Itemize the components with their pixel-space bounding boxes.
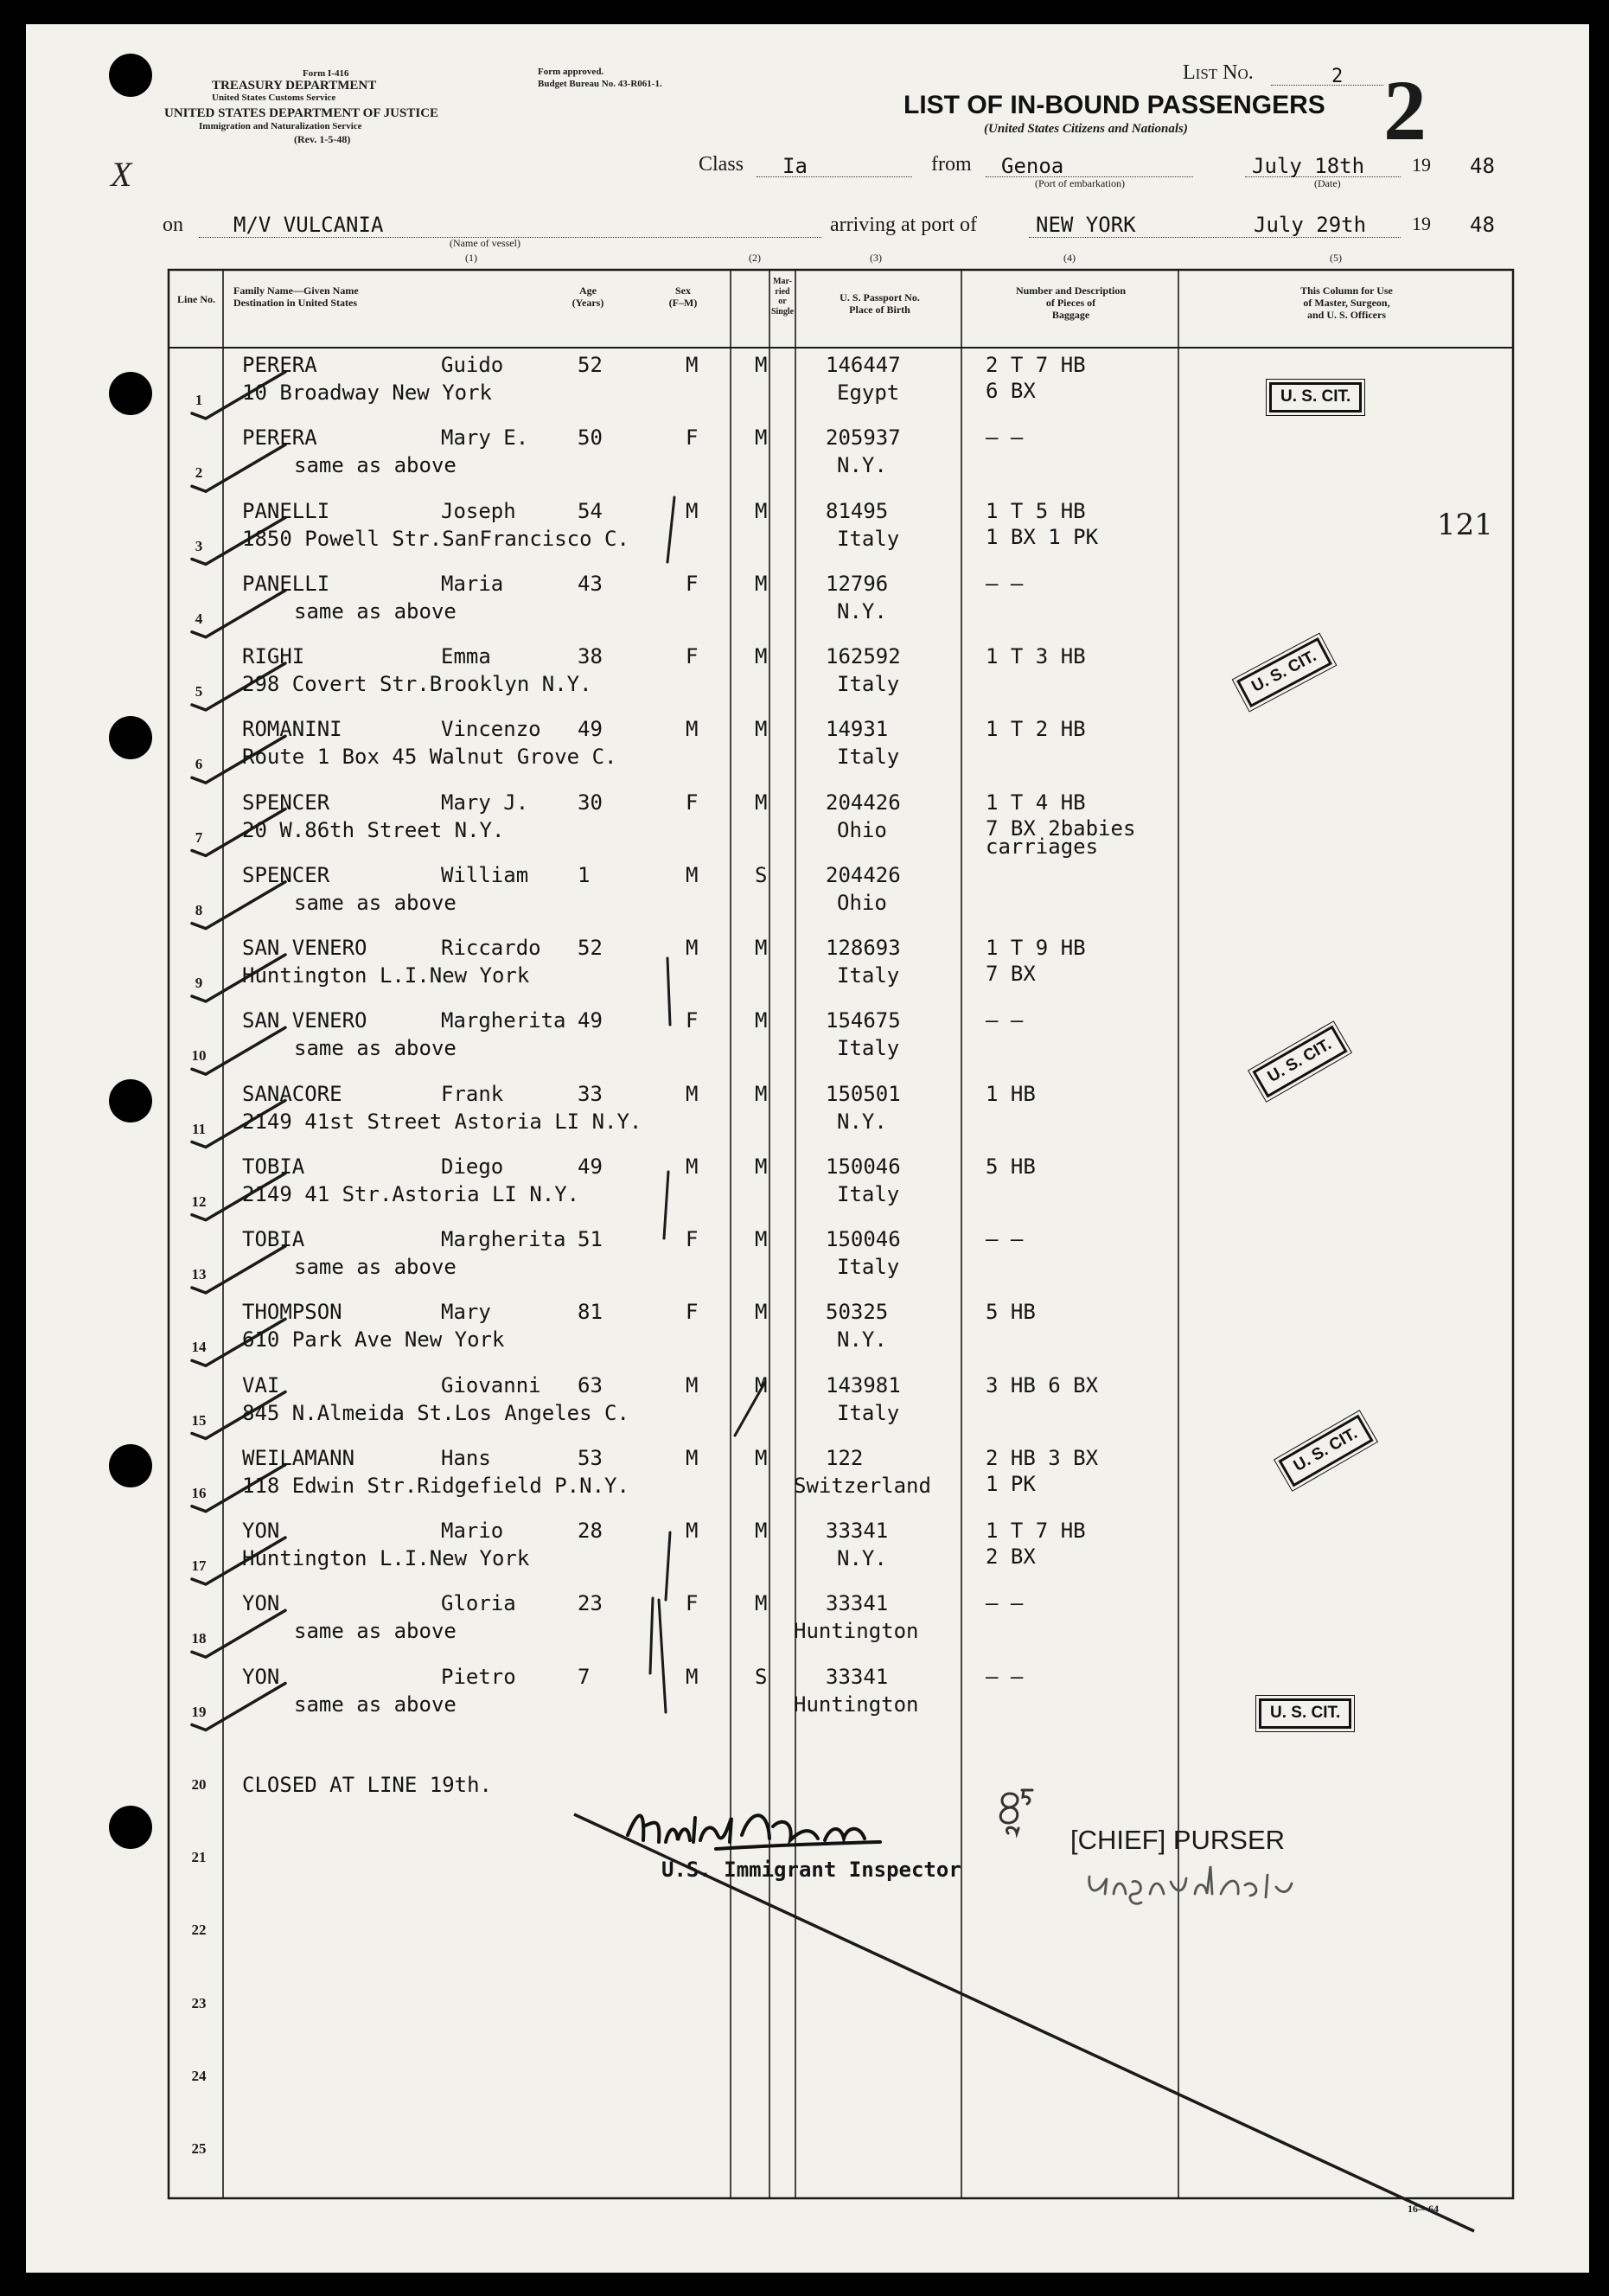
marital-status: S bbox=[755, 862, 768, 887]
age: 1 bbox=[578, 862, 591, 887]
time-note bbox=[994, 1781, 1046, 1842]
passport-number: 33341 bbox=[826, 1519, 889, 1543]
sex: F bbox=[686, 644, 699, 668]
place-of-birth: Italy bbox=[837, 1400, 900, 1425]
line-number: 9 bbox=[195, 975, 203, 991]
place-of-birth: Italy bbox=[837, 1036, 900, 1061]
arrival-port: NEW YORK bbox=[1036, 213, 1136, 237]
marital-status: M bbox=[755, 498, 768, 523]
given-name: Mary E. bbox=[441, 425, 529, 451]
marital-status: M bbox=[755, 717, 768, 742]
marital-status: M bbox=[755, 1372, 768, 1397]
arrival-date: July 29th bbox=[1254, 213, 1367, 237]
from-value: Genoa bbox=[1001, 154, 1064, 178]
sex: F bbox=[686, 1300, 699, 1325]
line-number: 2 bbox=[195, 464, 203, 482]
given-name: William bbox=[441, 862, 529, 887]
sex: F bbox=[686, 790, 699, 815]
class-label: Class bbox=[699, 153, 744, 176]
sex: M bbox=[686, 1519, 699, 1543]
age: 52 bbox=[578, 936, 603, 960]
treasury-department: TREASURY DEPARTMENT bbox=[212, 79, 377, 93]
family-name: PERERA bbox=[242, 353, 317, 377]
marital-status: M bbox=[755, 1081, 768, 1106]
baggage-line-1: 1 T 2 HB bbox=[986, 717, 1086, 742]
baggage-line-2: 7 BX 2babies carriages bbox=[986, 815, 1136, 860]
marital-status: M bbox=[755, 1445, 768, 1470]
arriving-label: arriving at port of bbox=[830, 214, 977, 236]
us-citizen-stamp: U. S. CIT. bbox=[1259, 1698, 1351, 1729]
line-number: 8 bbox=[195, 901, 203, 918]
given-name: Mary J. bbox=[441, 790, 529, 815]
place-of-birth: Huntington bbox=[794, 1619, 919, 1644]
form-subtitle: (United States Citizens and Nationals) bbox=[984, 122, 1188, 136]
baggage-line-1: 1 T 7 HB bbox=[986, 1519, 1086, 1543]
baggage-line-1: — — bbox=[986, 1664, 1024, 1689]
sex: M bbox=[686, 862, 699, 887]
arrival-year: 48 bbox=[1470, 213, 1495, 237]
baggage-line-1: 3 HB 6 BX bbox=[986, 1372, 1099, 1397]
age: 33 bbox=[578, 1081, 603, 1106]
revision: (Rev. 1-5-48) bbox=[294, 133, 351, 145]
col-caption-1: (1) bbox=[465, 252, 477, 264]
passport-number: 205937 bbox=[826, 425, 901, 451]
line-number: 13 bbox=[191, 1266, 207, 1282]
destination: Huntington L.I.New York bbox=[242, 963, 530, 988]
given-name: Guido bbox=[441, 353, 504, 377]
age: 49 bbox=[578, 1154, 603, 1179]
destination: same as above bbox=[294, 598, 457, 624]
from-label: from bbox=[931, 153, 972, 176]
list-no-value: 2 bbox=[1331, 66, 1344, 87]
passport-number: 150046 bbox=[826, 1154, 901, 1179]
age: 54 bbox=[578, 498, 603, 523]
age: 43 bbox=[578, 571, 603, 596]
given-name: Joseph bbox=[441, 498, 516, 523]
family-name: SPENCER bbox=[242, 790, 330, 815]
budget-bureau: Budget Bureau No. 43-R061-1. bbox=[538, 79, 662, 89]
sex: M bbox=[686, 1081, 699, 1106]
baggage-line-2: 7 BX bbox=[986, 962, 1036, 986]
destination: same as above bbox=[294, 1255, 457, 1279]
on-label: on bbox=[163, 214, 183, 236]
place-of-birth: N.Y. bbox=[837, 1109, 887, 1134]
passport-number: 33341 bbox=[826, 1664, 889, 1689]
line-number: 7 bbox=[195, 828, 203, 846]
line-number: 11 bbox=[191, 1120, 207, 1137]
destination: 118 Edwin Str.Ridgefield P.N.Y. bbox=[242, 1473, 629, 1498]
place-of-birth: Switzerland bbox=[794, 1473, 931, 1498]
given-name: Riccardo bbox=[441, 936, 541, 960]
destination: same as above bbox=[294, 453, 457, 478]
destination: 610 Park Ave New York bbox=[242, 1327, 505, 1353]
side-number: 121 bbox=[1437, 508, 1493, 542]
marital-status: M bbox=[755, 571, 768, 596]
sex: F bbox=[686, 571, 699, 596]
destination: 2149 41 Str.Astoria LI N.Y. bbox=[242, 1181, 580, 1206]
sex: M bbox=[686, 717, 699, 742]
us-citizen-stamp: U. S. CIT. bbox=[1236, 637, 1332, 707]
given-name: Hans bbox=[441, 1445, 491, 1470]
line-number: 19 bbox=[191, 1703, 207, 1720]
passport-number: 128693 bbox=[826, 936, 901, 960]
place-of-birth: Italy bbox=[837, 672, 900, 696]
big-list-number: 2 bbox=[1383, 62, 1427, 158]
immigrant-inspector-caption: U.S. Immigrant Inspector bbox=[661, 1858, 961, 1882]
destination: 298 Covert Str.Brooklyn N.Y. bbox=[242, 672, 592, 696]
family-name: WEILAMANN bbox=[242, 1445, 355, 1470]
form-number: Form I-416 bbox=[303, 68, 349, 79]
age: 38 bbox=[578, 644, 603, 668]
line-number: 6 bbox=[195, 756, 203, 773]
marital-status: M bbox=[755, 644, 768, 668]
baggage-line-2: 6 BX bbox=[986, 379, 1036, 403]
given-name: Frank bbox=[441, 1081, 504, 1106]
passport-number: 33341 bbox=[826, 1591, 889, 1616]
given-name: Margherita bbox=[441, 1227, 566, 1251]
sex: M bbox=[686, 936, 699, 960]
given-name: Diego bbox=[441, 1154, 504, 1179]
form-title: LIST OF IN-BOUND PASSENGERS bbox=[903, 91, 1325, 119]
destination: same as above bbox=[294, 1036, 457, 1061]
col-caption-5: (5) bbox=[1330, 252, 1342, 264]
passport-number: 154675 bbox=[826, 1008, 901, 1033]
chief-purser: [CHIEF] PURSER bbox=[1070, 1825, 1286, 1855]
date-caption: (Date) bbox=[1314, 177, 1341, 189]
ins-name: Immigration and Naturalization Service bbox=[199, 121, 362, 131]
age: 53 bbox=[578, 1445, 603, 1470]
line-number: 1 bbox=[195, 392, 203, 408]
family-name: SAN VENERO bbox=[242, 936, 367, 960]
family-name: YON bbox=[242, 1591, 280, 1616]
baggage-line-1: — — bbox=[986, 1591, 1024, 1616]
place-of-birth: Ohio bbox=[837, 817, 887, 842]
line-number: 17 bbox=[191, 1557, 207, 1574]
header-age: Age (Years) bbox=[571, 285, 604, 309]
class-value: Ia bbox=[782, 154, 808, 178]
sex: F bbox=[686, 1227, 699, 1251]
baggage-line-1: 2 HB 3 BX bbox=[986, 1445, 1099, 1470]
given-name: Mary bbox=[441, 1300, 491, 1325]
vessel-name: M/V VULCANIA bbox=[233, 213, 384, 237]
given-name: Emma bbox=[441, 644, 491, 668]
family-name: SAN VENERO bbox=[242, 1008, 367, 1033]
header-sex: Sex (F–M) bbox=[668, 285, 698, 309]
sex: M bbox=[686, 1154, 699, 1179]
sex: F bbox=[686, 1591, 699, 1616]
place-of-birth: N.Y. bbox=[837, 1546, 887, 1570]
sex: M bbox=[686, 498, 699, 523]
place-of-birth: Egypt bbox=[837, 381, 900, 405]
customs-service: United States Customs Service bbox=[212, 93, 336, 103]
given-name: Giovanni bbox=[441, 1372, 541, 1397]
destination: 845 N.Almeida St.Los Angeles C. bbox=[242, 1400, 629, 1425]
place-of-birth: Italy bbox=[837, 745, 900, 770]
col-caption-4: (4) bbox=[1063, 252, 1076, 264]
form-approved: Form approved. bbox=[538, 67, 604, 77]
arrival-year-prefix: 19 bbox=[1412, 213, 1431, 234]
destination: 10 Broadway New York bbox=[242, 381, 492, 405]
line-number: 14 bbox=[191, 1339, 207, 1356]
baggage-line-1: 5 HB bbox=[986, 1300, 1036, 1325]
line-number: 12 bbox=[191, 1193, 207, 1210]
destination: same as above bbox=[294, 890, 457, 915]
family-name: YON bbox=[242, 1664, 280, 1689]
line-number: 22 bbox=[191, 1922, 207, 1939]
sex: M bbox=[686, 1664, 699, 1689]
passport-number: 143981 bbox=[826, 1372, 901, 1397]
line-number: 4 bbox=[195, 610, 203, 627]
baggage-line-1: 1 T 9 HB bbox=[986, 936, 1086, 960]
passport-number: 204426 bbox=[826, 790, 901, 815]
given-name: Maria bbox=[441, 571, 504, 596]
line-number: 24 bbox=[191, 2067, 207, 2084]
baggage-line-1: 1 HB bbox=[986, 1081, 1036, 1106]
family-name: VAI bbox=[242, 1372, 280, 1397]
age: 49 bbox=[578, 717, 603, 742]
col-caption-2: (2) bbox=[749, 252, 761, 264]
sex: M bbox=[686, 1372, 699, 1397]
marital-status: M bbox=[755, 1519, 768, 1543]
passport-number: 122 bbox=[826, 1445, 864, 1470]
family-name: SPENCER bbox=[242, 862, 330, 887]
header-passport: U. S. Passport No. Place of Birth bbox=[840, 291, 920, 316]
header-line-no: Line No. bbox=[176, 293, 215, 305]
given-name: Margherita bbox=[441, 1008, 566, 1033]
destination: 20 W.86th Street N.Y. bbox=[242, 817, 505, 842]
line-number: 18 bbox=[191, 1630, 207, 1647]
line-number: 21 bbox=[191, 1849, 207, 1865]
line-number: 20 bbox=[191, 1775, 207, 1793]
sex: F bbox=[686, 1008, 699, 1033]
marital-status: M bbox=[755, 1227, 768, 1251]
baggage-line-1: 1 T 3 HB bbox=[986, 644, 1086, 668]
place-of-birth: Ohio bbox=[837, 890, 887, 915]
line-number: 3 bbox=[195, 537, 203, 554]
header-name: Family Name—Given Name Destination in United States bbox=[233, 285, 359, 309]
closed-at-line: CLOSED AT LINE 19th. bbox=[242, 1773, 492, 1797]
port-caption: (Port of embarkation) bbox=[1035, 177, 1125, 189]
us-citizen-stamp: U. S. CIT. bbox=[1252, 1026, 1347, 1098]
line-number: 15 bbox=[191, 1411, 207, 1429]
passport-number: 81495 bbox=[826, 498, 889, 523]
family-name: THOMPSON bbox=[242, 1300, 342, 1325]
age: 63 bbox=[578, 1372, 603, 1397]
place-of-birth: N.Y. bbox=[837, 1327, 887, 1353]
age: 7 bbox=[578, 1664, 591, 1689]
marital-status: M bbox=[755, 353, 768, 377]
family-name: PERERA bbox=[242, 425, 317, 451]
age: 28 bbox=[578, 1519, 603, 1543]
age: 81 bbox=[578, 1300, 603, 1325]
marital-status: M bbox=[755, 1008, 768, 1033]
passport-number: 14931 bbox=[826, 717, 889, 742]
destination: Huntington L.I.New York bbox=[242, 1546, 530, 1570]
destination: same as above bbox=[294, 1692, 457, 1717]
family-name: SANACORE bbox=[242, 1081, 342, 1106]
marital-status: M bbox=[755, 425, 768, 451]
family-name: ROMANINI bbox=[242, 717, 342, 742]
family-name: TOBIA bbox=[242, 1227, 305, 1251]
baggage-line-2: 1 BX 1 PK bbox=[986, 524, 1099, 549]
marital-status: S bbox=[755, 1664, 768, 1689]
marital-status: M bbox=[755, 1300, 768, 1325]
departure-date: July 18th bbox=[1252, 154, 1365, 178]
given-name: Gloria bbox=[441, 1591, 516, 1616]
sex: M bbox=[686, 353, 699, 377]
baggage-line-1: — — bbox=[986, 1227, 1024, 1251]
header-baggage: Number and Description of Pieces of Baggage bbox=[1015, 285, 1127, 321]
list-no-label: List No. bbox=[1183, 61, 1254, 84]
sex: M bbox=[686, 1445, 699, 1470]
passport-number: 150501 bbox=[826, 1081, 901, 1106]
us-citizen-stamp: U. S. CIT. bbox=[1269, 382, 1362, 413]
passport-number: 12796 bbox=[826, 571, 889, 596]
family-name: PANELLI bbox=[242, 498, 330, 523]
passport-number: 162592 bbox=[826, 644, 901, 668]
header-married: Mar- ried or Single bbox=[770, 277, 795, 317]
line-number: 25 bbox=[191, 2140, 207, 2157]
baggage-line-1: 2 T 7 HB bbox=[986, 353, 1086, 377]
baggage-line-2: 1 PK bbox=[986, 1471, 1036, 1496]
given-name: Mario bbox=[441, 1519, 504, 1543]
age: 50 bbox=[578, 425, 603, 451]
age: 51 bbox=[578, 1227, 603, 1251]
given-name: Vincenzo bbox=[441, 717, 541, 742]
baggage-line-1: 1 T 4 HB bbox=[986, 790, 1086, 815]
passport-number: 146447 bbox=[826, 353, 901, 377]
place-of-birth: Italy bbox=[837, 1181, 900, 1206]
sex: F bbox=[686, 425, 699, 451]
line-number: 23 bbox=[191, 1994, 207, 2011]
family-name: YON bbox=[242, 1519, 280, 1543]
passport-number: 150046 bbox=[826, 1227, 901, 1251]
departure-year: 48 bbox=[1470, 154, 1495, 178]
department-of-justice: UNITED STATES DEPARTMENT OF JUSTICE bbox=[164, 106, 439, 120]
departure-year-prefix: 19 bbox=[1412, 154, 1431, 176]
destination: 2149 41st Street Astoria LI N.Y. bbox=[242, 1109, 642, 1134]
baggage-line-2: 2 BX bbox=[986, 1545, 1036, 1569]
col-caption-3: (3) bbox=[870, 252, 882, 264]
us-citizen-stamp: U. S. CIT. bbox=[1278, 1415, 1373, 1487]
form-code: 16—64 bbox=[1408, 2203, 1439, 2215]
vessel-caption: (Name of vessel) bbox=[450, 237, 520, 249]
destination: 1850 Powell Str.SanFrancisco C. bbox=[242, 526, 629, 551]
age: 52 bbox=[578, 353, 603, 377]
age: 30 bbox=[578, 790, 603, 815]
destination: Route 1 Box 45 Walnut Grove C. bbox=[242, 745, 617, 770]
marital-status: M bbox=[755, 790, 768, 815]
given-name: Pietro bbox=[441, 1664, 516, 1689]
destination: same as above bbox=[294, 1619, 457, 1644]
passport-number: 204426 bbox=[826, 862, 901, 887]
place-of-birth: Italy bbox=[837, 963, 900, 988]
marital-status: M bbox=[755, 1154, 768, 1179]
place-of-birth: N.Y. bbox=[837, 453, 887, 478]
marital-status: M bbox=[755, 936, 768, 960]
baggage-line-1: — — bbox=[986, 425, 1024, 451]
baggage-line-1: 5 HB bbox=[986, 1154, 1036, 1179]
line-number: 5 bbox=[195, 683, 203, 700]
line-number: 10 bbox=[191, 1047, 207, 1065]
age: 49 bbox=[578, 1008, 603, 1033]
passport-number: 50325 bbox=[826, 1300, 889, 1325]
family-name: TOBIA bbox=[242, 1154, 305, 1179]
line-number: 16 bbox=[191, 1484, 207, 1501]
baggage-line-1: 1 T 5 HB bbox=[986, 498, 1086, 523]
baggage-line-1: — — bbox=[986, 1008, 1024, 1033]
purser-signature bbox=[1081, 1859, 1340, 1915]
age: 23 bbox=[578, 1591, 603, 1616]
place-of-birth: Italy bbox=[837, 1255, 900, 1279]
header-officers: This Column for Use of Master, Surgeon, and U. S. Officers bbox=[1300, 285, 1393, 321]
baggage-line-1: — — bbox=[986, 571, 1024, 596]
place-of-birth: Huntington bbox=[794, 1692, 919, 1717]
family-name: PANELLI bbox=[242, 571, 330, 596]
place-of-birth: Italy bbox=[837, 526, 900, 551]
margin-mark: X bbox=[111, 155, 132, 194]
marital-status: M bbox=[755, 1591, 768, 1616]
family-name: RIGHI bbox=[242, 644, 305, 668]
place-of-birth: N.Y. bbox=[837, 598, 887, 624]
